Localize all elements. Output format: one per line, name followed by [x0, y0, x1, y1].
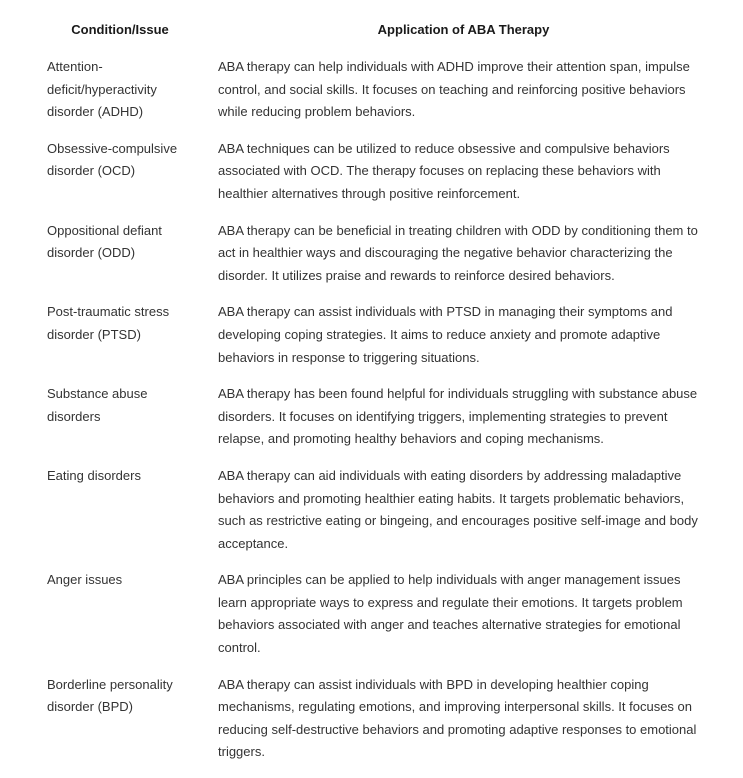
condition-cell: Borderline personality disorder (BPD)	[47, 676, 173, 715]
table-header	[0, 19, 743, 56]
table-row	[0, 56, 743, 138]
condition-cell: Obsessive-compulsive disorder (OCD)	[47, 140, 178, 179]
condition-cell: Eating disorders	[47, 467, 141, 483]
table-row	[0, 138, 743, 220]
application-cell: ABA therapy can assist individuals with BPD in developing healthier coping mechanisms, regulating emotions, and improving interpersonal skills. It focuses on reducing self-destructive behaviors and promoting adaptive responses to emotional triggers.	[218, 676, 697, 760]
header-row	[0, 19, 743, 56]
application-cell: ABA therapy can assist individuals with PTSD in managing their symptoms and developing coping strategies. It aims to reduce anxiety and promote adaptive behaviors in response to triggering situations.	[218, 304, 673, 365]
condition-cell: Oppositional defiant disorder (ODD)	[47, 222, 162, 261]
condition-cell: Substance abuse disorders	[47, 386, 148, 424]
table-row	[0, 383, 743, 465]
table-row	[0, 674, 743, 778]
table-row	[0, 301, 743, 383]
table-body	[0, 56, 743, 778]
application-cell: ABA therapy has been found helpful for individuals struggling with substance abuse disorders. It focuses on identifying triggers, implementing strategies to prevent relapse, and promoting healthy behaviors and coping mechanisms.	[218, 386, 698, 447]
application-cell: ABA therapy can be beneficial in treating children with ODD by conditioning them to act in healthier ways and discouraging the negative behavior characterizing the disorder. It utilizes praise and rewards to reinforce desired behaviors.	[218, 222, 698, 283]
application-cell: ABA techniques can be utilized to reduce obsessive and compulsive behaviors associated with OCD. The therapy focuses on replacing these behaviors with healthier alternatives through positive reinforcement.	[218, 140, 670, 201]
table-row	[0, 220, 743, 302]
condition-cell: Anger issues	[47, 572, 123, 588]
table-row	[0, 569, 743, 673]
application-cell: ABA principles can be applied to help individuals with anger management issues learn appropriate ways to express and regulate their emotions. It targets problem behaviors associated with anger and teaches alternative strategies for emotional control.	[218, 572, 683, 656]
condition-cell: Post-traumatic stress disorder (PTSD)	[47, 304, 170, 342]
header-application: Application of ABA Therapy	[377, 22, 550, 37]
table-row	[0, 465, 743, 569]
application-cell: ABA therapy can aid individuals with eating disorders by addressing maladaptive behaviors and promoting healthier eating habits. It targets problematic behaviors, such as restrictive eating or bingeing, and encourages positive self-image and body acceptance.	[218, 467, 698, 551]
application-cell: ABA therapy can help individuals with ADHD improve their attention span, impulse control, and social skills. It focuses on teaching and reinforcing positive behaviors while reducing problem behaviors.	[218, 59, 690, 120]
aba-conditions-table	[0, 19, 743, 778]
condition-cell: Attention-deficit/hyperactivity disorder (ADHD)	[47, 59, 157, 120]
header-condition: Condition/Issue	[71, 22, 169, 37]
